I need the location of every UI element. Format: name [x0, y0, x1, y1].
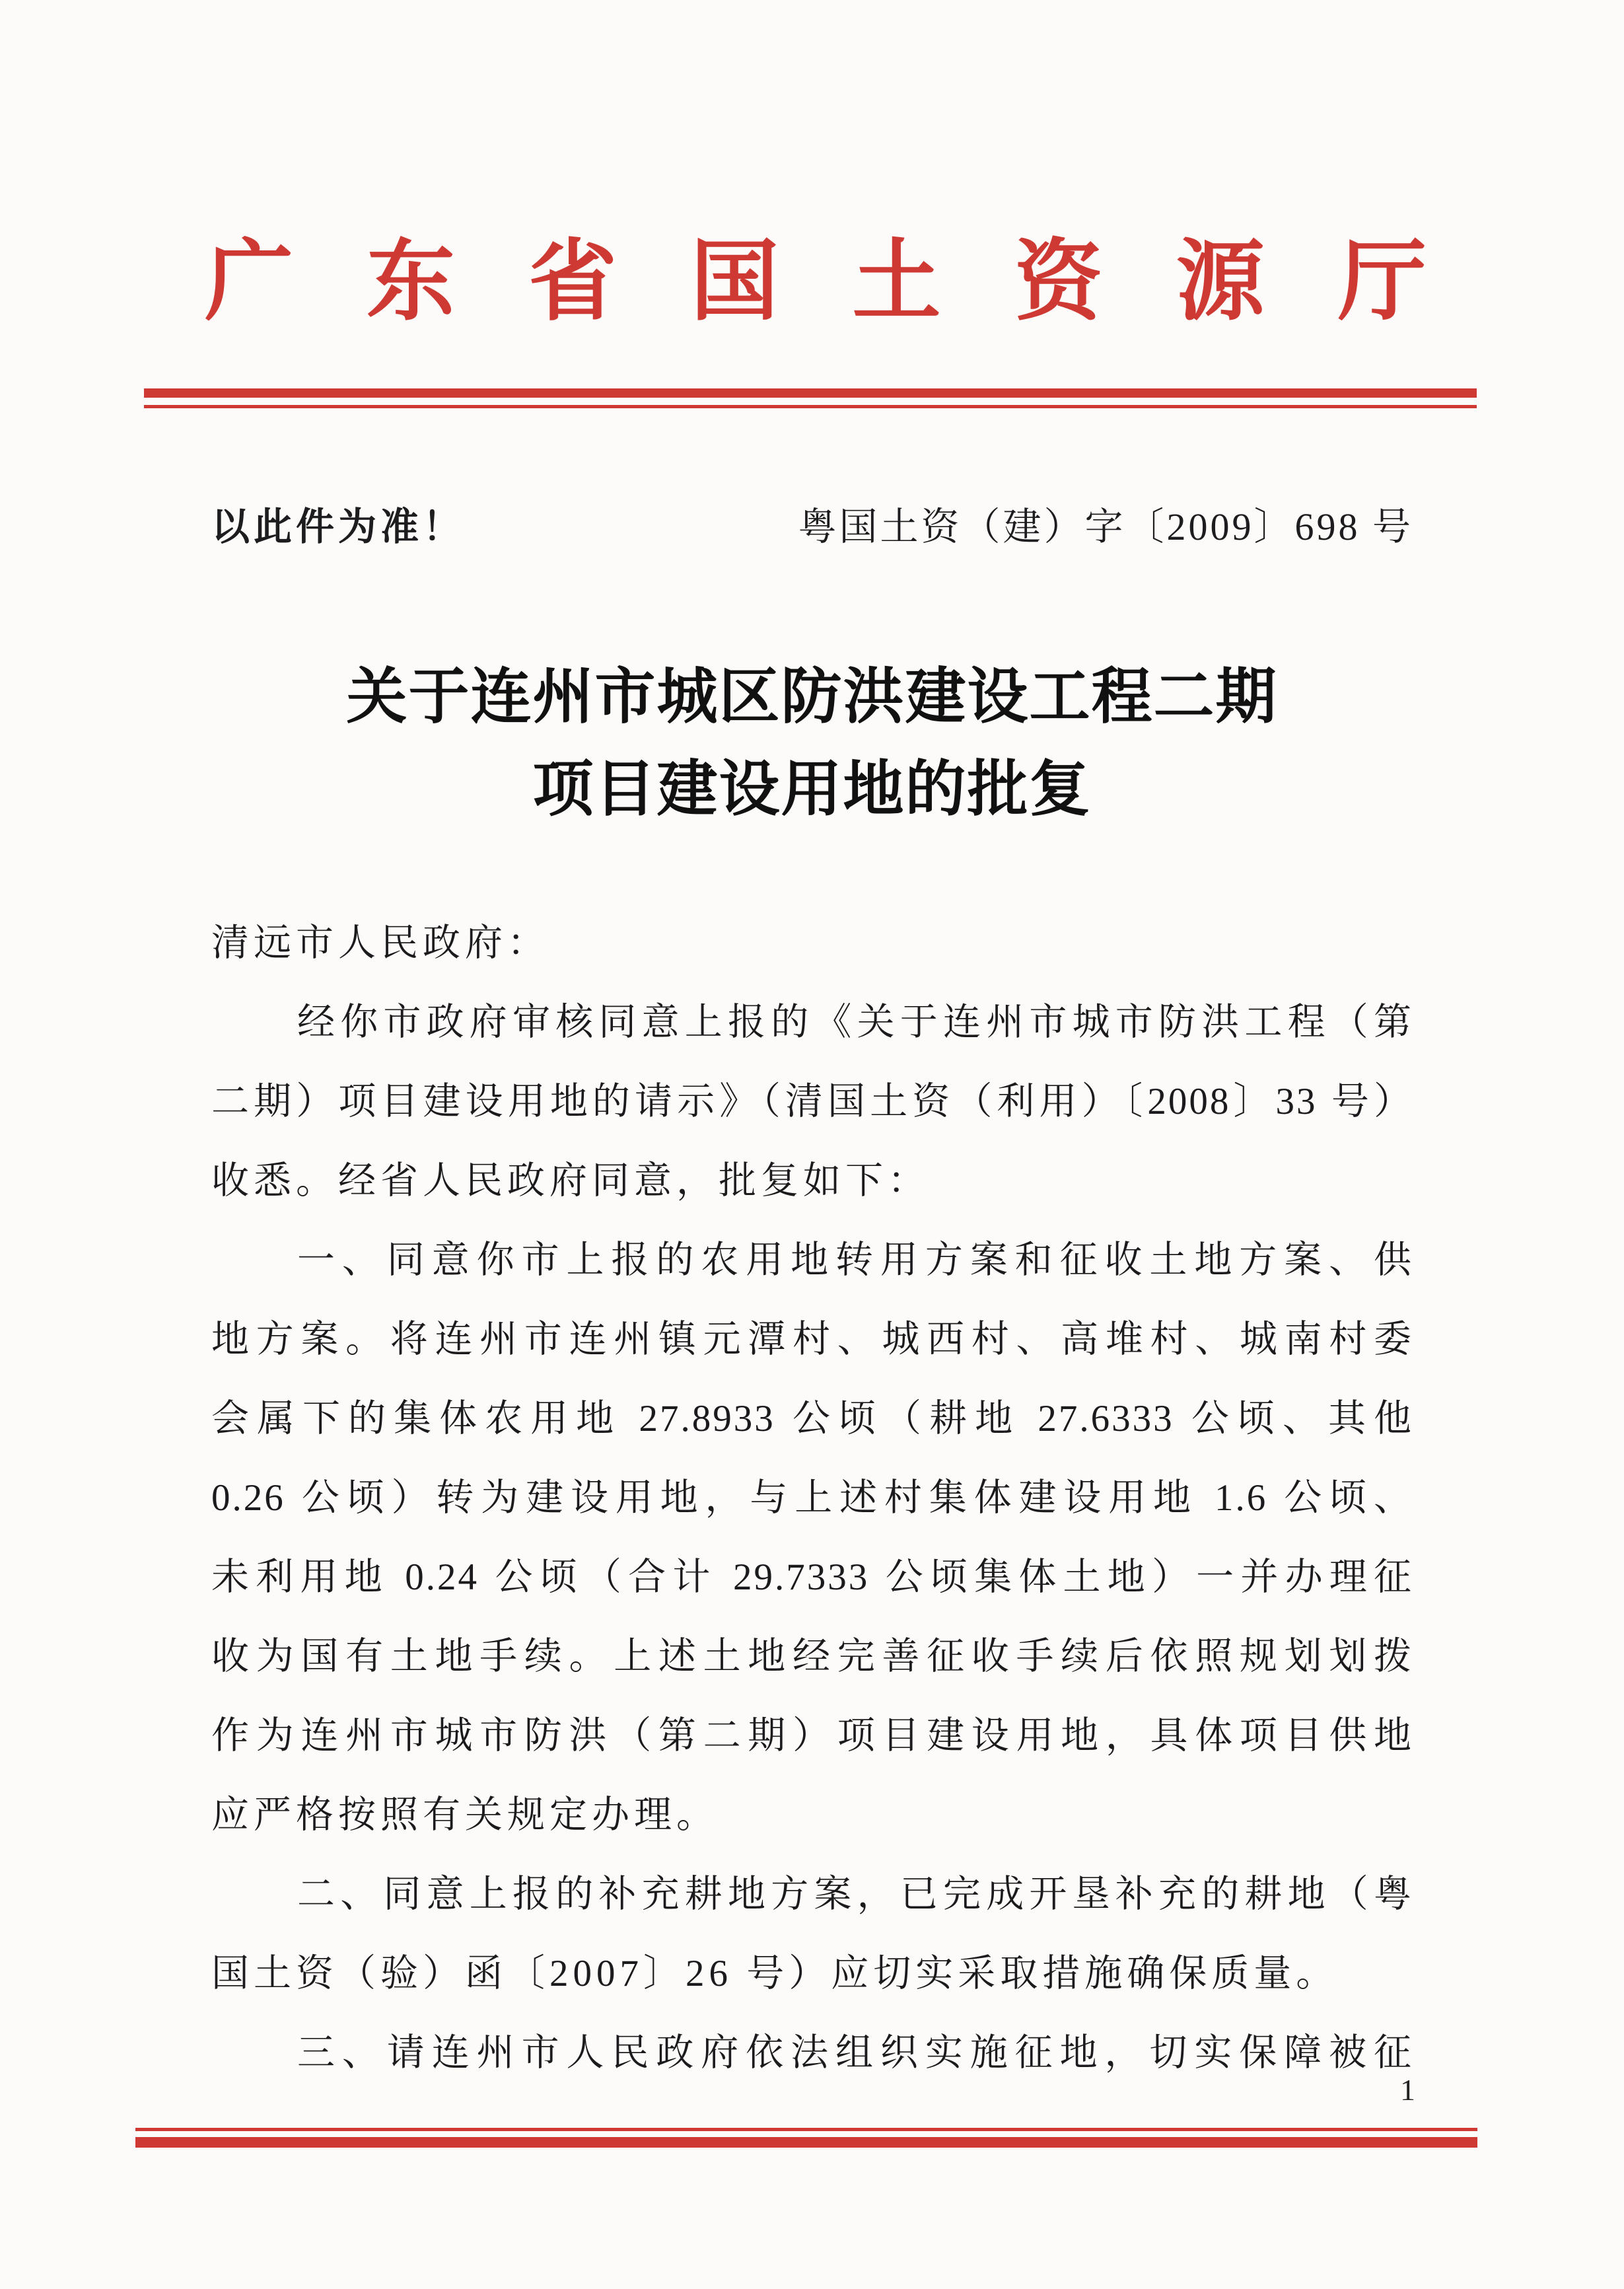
letterhead-rule-thick [144, 388, 1477, 398]
body-line: 作为连州市城市防洪（第二期）项目建设用地，具体项目供地 [211, 1715, 1413, 1757]
agency-char: 厅 [1337, 233, 1427, 331]
document-title-line1: 关于连州市城区防洪建设工程二期 [346, 663, 1278, 731]
body-line: 经你市政府审核同意上报的《关于连州市城市防洪工程（第 [297, 1001, 1413, 1043]
body-line: 收为国有土地手续。上述土地经完善征收手续后依照规划划拨 [211, 1636, 1413, 1677]
footer-rule-thin [135, 2128, 1477, 2131]
agency-char: 土 [852, 233, 941, 331]
agency-char: 资 [1014, 233, 1103, 331]
body-line: 二期）项目建设用地的请示》（清国土资（利用）〔2008〕33 号） [211, 1081, 1413, 1122]
body-line: 二、同意上报的补充耕地方案，已完成开垦补充的耕地（粤 [297, 1873, 1413, 1915]
agency-char: 省 [528, 233, 618, 331]
body-line: 应严格按照有关规定办理。 [211, 1794, 719, 1836]
agency-name [205, 233, 1427, 332]
document-title [0, 651, 1624, 836]
body-line: 国土资（验）函〔2007〕26 号）应切实采取措施确保质量。 [211, 1953, 1339, 1994]
body-line: 未利用地 0.24 公顷（合计 29.7333 公顷集体土地）一并办理征 [211, 1556, 1413, 1598]
reference-row [211, 501, 1413, 554]
page-number: 1 [1400, 2073, 1415, 2107]
agency-char: 广 [205, 233, 294, 331]
body-line: 地方案。将连州市连州镇元潭村、城西村、高堆村、城南村委 [211, 1319, 1413, 1360]
document-body [211, 904, 1413, 2093]
body-line: 0.26 公顷）转为建设用地，与上述村集体建设用地 1.6 公顷、 [211, 1477, 1413, 1519]
agency-char: 国 [690, 233, 779, 331]
body-line: 收悉。经省人民政府同意，批复如下： [211, 1160, 930, 1202]
body-line-salutation: 清远市人民政府： [211, 922, 549, 964]
body-line: 一、同意你市上报的农用地转用方案和征收土地方案、供 [297, 1239, 1413, 1281]
validity-note: 以此件为准！ [211, 505, 466, 548]
body-line: 会属下的集体农用地 27.8933 公顷（耕地 27.6333 公顷、其他 [211, 1398, 1413, 1439]
agency-char: 东 [367, 233, 456, 331]
document-title-line2: 项目建设用地的批复 [532, 756, 1092, 823]
body-line: 三、请连州市人民政府依法组织实施征地，切实保障被征 [297, 2032, 1413, 2074]
agency-char: 源 [1176, 233, 1265, 331]
footer-rule-thick [135, 2137, 1477, 2148]
document-number: 粤国土资（建）字〔2009〕698 号 [798, 505, 1413, 548]
letterhead-rule-thin [144, 405, 1477, 408]
